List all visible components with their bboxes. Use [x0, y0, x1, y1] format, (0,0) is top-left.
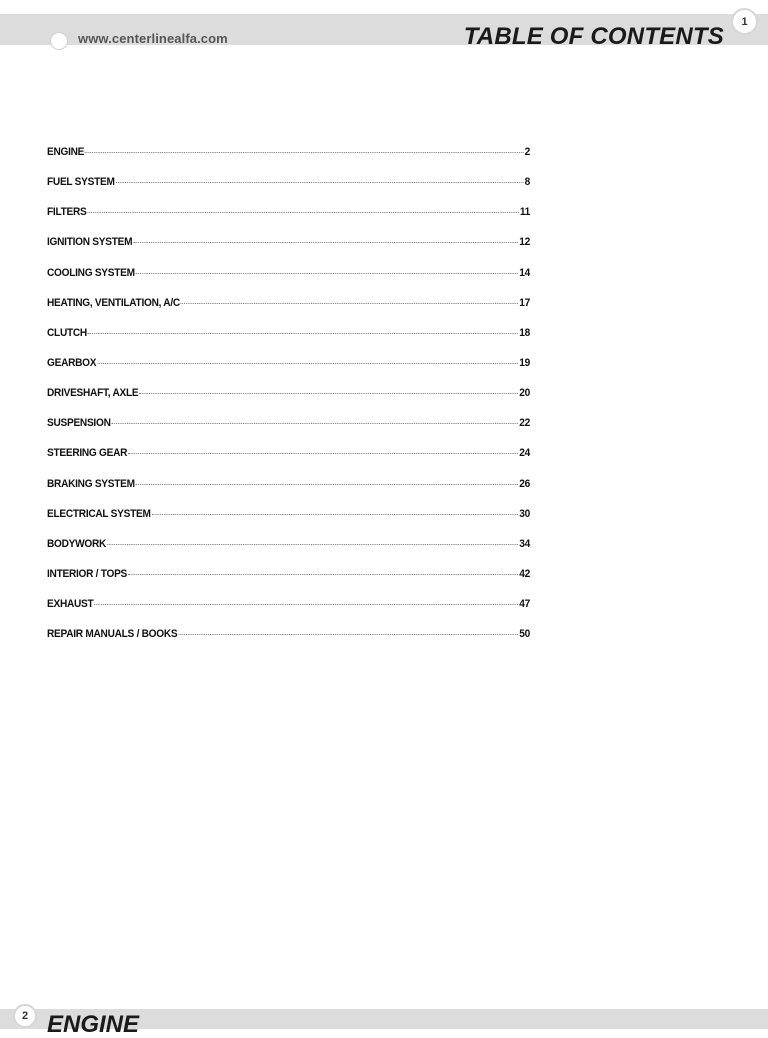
toc-dot-leader: [178, 634, 518, 635]
toc-page-number: 24: [519, 447, 530, 460]
toc-page-number: 14: [519, 266, 530, 279]
toc-row-steering-gear[interactable]: [47, 447, 530, 477]
toc-dot-leader: [94, 604, 518, 605]
toc-page-number: 22: [519, 417, 530, 430]
toc-dot-leader: [152, 514, 519, 515]
next-page-title: ENGINE: [47, 1011, 140, 1038]
toc-page-number: 20: [519, 387, 530, 400]
toc-dot-leader: [133, 242, 518, 243]
toc-row-heating-ventilation-ac[interactable]: [47, 297, 530, 327]
toc-row-clutch[interactable]: [47, 327, 530, 357]
toc-dot-leader: [128, 574, 518, 575]
toc-label: CLUTCH: [47, 326, 87, 339]
toc-dot-leader: [139, 393, 518, 394]
toc-page-number: 12: [519, 236, 530, 249]
toc-dot-leader: [128, 453, 518, 454]
page-number: 1: [741, 15, 748, 28]
toc-dot-leader: [85, 152, 524, 153]
toc-page-number: 47: [519, 598, 530, 611]
toc-row-cooling-system[interactable]: [47, 267, 530, 297]
toc-label: SUSPENSION: [47, 417, 111, 430]
toc-label: ELECTRICAL SYSTEM: [47, 507, 151, 520]
site-url[interactable]: www.centerlinealfa.com: [78, 31, 228, 46]
toc-row-fuel-system[interactable]: [47, 176, 530, 206]
toc-page-number: 19: [519, 356, 530, 369]
toc-row-suspension[interactable]: [47, 417, 530, 447]
page-title: TABLE OF CONTENTS: [463, 23, 724, 50]
toc-label: FUEL SYSTEM: [47, 176, 115, 189]
toc-label: INTERIOR / TOPS: [47, 567, 128, 580]
toc-row-ignition-system[interactable]: [47, 236, 530, 266]
toc-page-number: 30: [519, 507, 530, 520]
toc-label: GEARBOX: [47, 356, 97, 369]
toc-label: HEATING, VENTILATION, A/C: [47, 296, 180, 309]
toc-label: COOLING SYSTEM: [47, 266, 135, 279]
toc-page-number: 18: [519, 326, 530, 339]
toc-label: EXHAUST: [47, 598, 94, 611]
toc-dot-leader: [136, 484, 519, 485]
toc-row-interior-tops[interactable]: [47, 568, 530, 598]
toc-page-number: 26: [519, 477, 530, 490]
toc-row-filters[interactable]: [47, 206, 530, 236]
toc-row-exhaust[interactable]: [47, 598, 530, 628]
page-number-badge: [731, 8, 758, 35]
toc-label: DRIVESHAFT, AXLE: [47, 387, 139, 400]
toc-page-number: 50: [519, 628, 530, 641]
toc-dot-leader: [181, 303, 519, 304]
toc-row-gearbox[interactable]: [47, 357, 530, 387]
toc-row-repair-manuals-books[interactable]: [47, 628, 530, 658]
header-circle-decoration: [50, 32, 68, 50]
toc-page-number: 42: [519, 567, 530, 580]
next-page-number: 2: [21, 1010, 29, 1022]
toc-label: REPAIR MANUALS / BOOKS: [47, 628, 178, 641]
toc-row-engine[interactable]: [47, 146, 530, 176]
toc-page-number: 11: [519, 206, 530, 219]
toc-dot-leader: [112, 423, 519, 424]
toc-page-number: 34: [519, 537, 530, 550]
toc-row-driveshaft-axle[interactable]: [47, 387, 530, 417]
toc-dot-leader: [116, 182, 524, 183]
toc-row-braking-system[interactable]: [47, 478, 530, 508]
toc-label: BRAKING SYSTEM: [47, 477, 135, 490]
toc-dot-leader: [136, 273, 519, 274]
toc-dot-leader: [107, 544, 518, 545]
toc-dot-leader: [87, 212, 519, 213]
toc-dot-leader: [88, 333, 519, 334]
toc-page-number: 8: [524, 176, 530, 189]
toc-dot-leader: [97, 363, 518, 364]
toc-label: BODYWORK: [47, 537, 107, 550]
table-of-contents: [47, 146, 530, 658]
toc-row-bodywork[interactable]: [47, 538, 530, 568]
toc-label: IGNITION SYSTEM: [47, 236, 133, 249]
toc-page-number: 2: [524, 146, 530, 158]
toc-label: FILTERS: [47, 206, 87, 219]
toc-label: STEERING GEAR: [47, 447, 128, 460]
next-page-number-badge: [13, 1004, 37, 1028]
toc-label: ENGINE: [47, 146, 85, 158]
toc-row-electrical-system[interactable]: [47, 508, 530, 538]
toc-page-number: 17: [519, 296, 530, 309]
